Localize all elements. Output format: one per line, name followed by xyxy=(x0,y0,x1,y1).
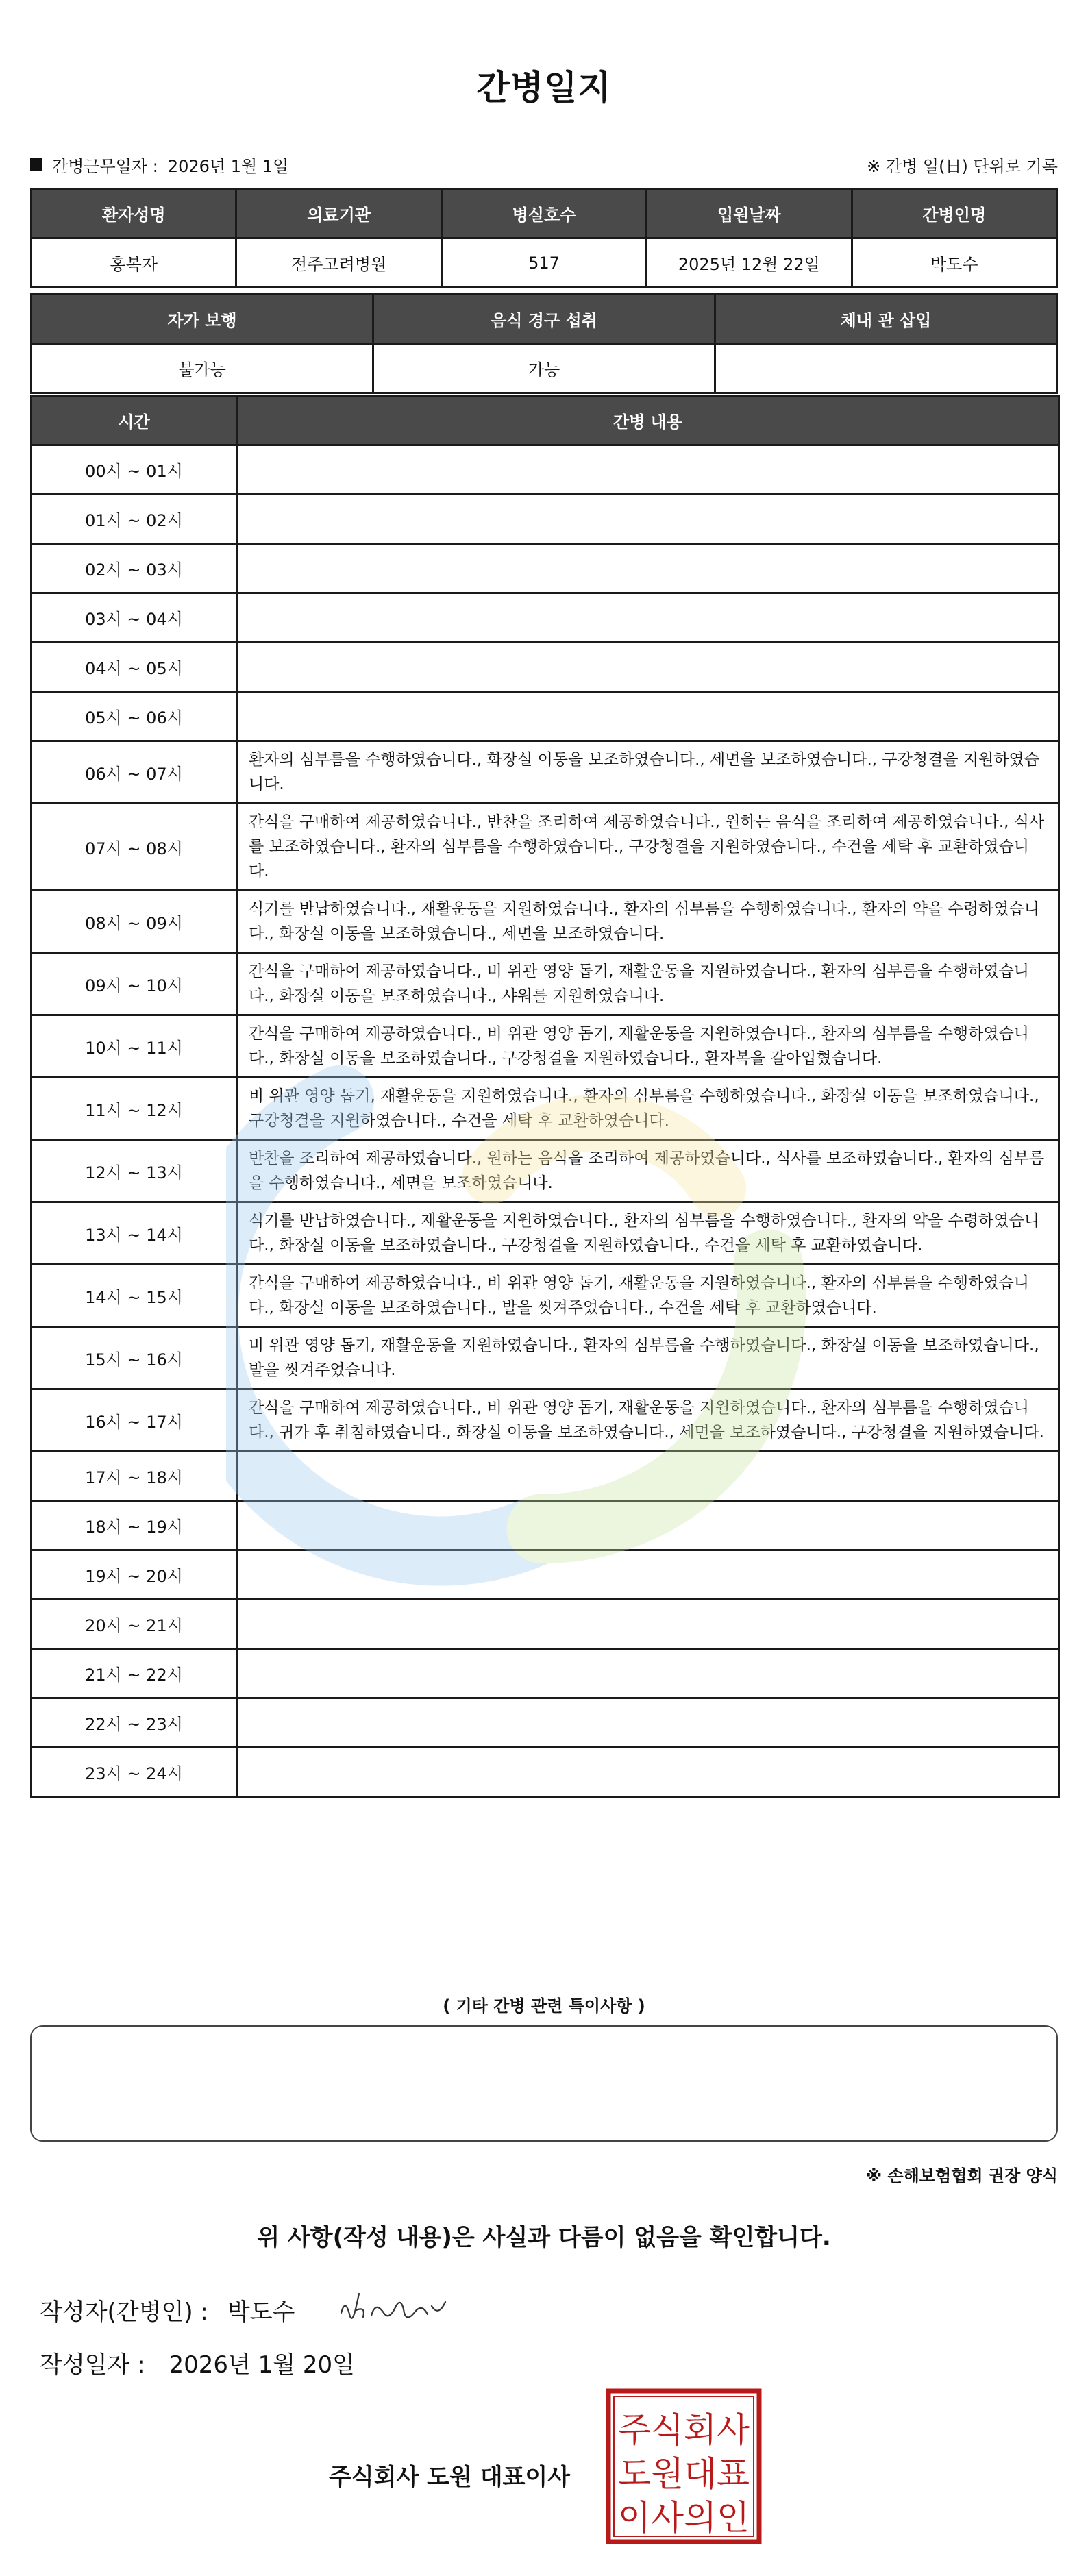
time-slot: 15시 ~ 16시 xyxy=(32,1327,237,1389)
svg-text:도원대표: 도원대표 xyxy=(618,2454,750,2494)
time-slot: 06시 ~ 07시 xyxy=(32,741,237,804)
care-log-body xyxy=(32,445,1059,1797)
care-content xyxy=(237,495,1059,544)
time-slot: 14시 ~ 15시 xyxy=(32,1265,237,1327)
table-row xyxy=(32,1600,1059,1649)
table-row xyxy=(32,1265,1059,1327)
header-caregiver: 간병인명 xyxy=(852,189,1056,238)
table-row xyxy=(32,1202,1059,1265)
unit-note: ※ 간병 일(日) 단위로 기록 xyxy=(867,156,1058,176)
care-content xyxy=(237,1501,1059,1550)
care-content: 식기를 반납하였습니다., 재활운동을 지원하였습니다., 환자의 심부름을 수행하였습니다., 환자의 약을 수령하였습니다., 화장실 이동을 보조하였습니다., 세면을 보조하였습니다. xyxy=(237,891,1059,953)
time-slot: 09시 ~ 10시 xyxy=(32,953,237,1015)
care-log-table xyxy=(30,395,1060,1798)
patient-status-table xyxy=(30,293,1058,394)
table-row xyxy=(32,1078,1059,1140)
header-care-content: 간병 내용 xyxy=(237,396,1059,445)
care-content xyxy=(237,544,1059,593)
time-slot: 11시 ~ 12시 xyxy=(32,1078,237,1140)
care-content: 비 위관 영양 돕기, 재활운동을 지원하였습니다., 환자의 심부름을 수행하였습니다., 화장실 이동을 보조하였습니다., 구강청결을 지원하였습니다., 수건을 세탁 후 교환하였습니다. xyxy=(237,1078,1059,1140)
time-slot: 13시 ~ 14시 xyxy=(32,1202,237,1265)
table-row xyxy=(32,1698,1059,1748)
special-notes-box xyxy=(30,2025,1058,2142)
time-slot: 07시 ~ 08시 xyxy=(32,804,237,891)
room-number: 517 xyxy=(441,238,646,288)
writer-label: 작성자(간병인) : xyxy=(40,2298,208,2326)
care-content: 간식을 구매하여 제공하였습니다., 비 위관 영양 돕기, 재활운동을 지원하였습니다., 환자의 심부름을 수행하였습니다., 화장실 이동을 보조하였습니다., 샤워를 지원하였습니다. xyxy=(237,953,1059,1015)
table-row xyxy=(32,1015,1059,1078)
table-row xyxy=(32,953,1059,1015)
time-slot: 04시 ~ 05시 xyxy=(32,643,237,692)
care-content: 간식을 구매하여 제공하였습니다., 비 위관 영양 돕기, 재활운동을 지원하였습니다., 환자의 심부름을 수행하였습니다., 귀가 후 취침하였습니다., 화장실 이동을 보조하였습니다., 세면을 보조하였습니다., 구강청결을 지원하였습니다. xyxy=(237,1389,1059,1452)
care-content: 간식을 구매하여 제공하였습니다., 비 위관 영양 돕기, 재활운동을 지원하였습니다., 환자의 심부름을 수행하였습니다., 화장실 이동을 보조하였습니다., 발을 씻겨주었습니다., 수건을 세탁 후 교환하였습니다. xyxy=(237,1265,1059,1327)
header-hospital: 의료기관 xyxy=(236,189,441,238)
work-date-label: 간병근무일자 : xyxy=(52,156,158,176)
walking-status: 불가능 xyxy=(32,344,373,393)
table-row xyxy=(32,1501,1059,1550)
care-content: 간식을 구매하여 제공하였습니다., 비 위관 영양 돕기, 재활운동을 지원하였습니다., 환자의 심부름을 수행하였습니다., 화장실 이동을 보조하였습니다., 구강청결을 지원하였습니다., 환자복을 갈아입혔습니다. xyxy=(237,1015,1059,1078)
table-row xyxy=(32,1327,1059,1389)
special-notes-title: ( 기타 간병 관련 특이사항 ) xyxy=(443,1996,645,2016)
care-content xyxy=(237,1698,1059,1748)
work-date-value: 2026년 1월 1일 xyxy=(167,156,289,176)
written-date-row xyxy=(40,2346,355,2379)
care-content: 간식을 구매하여 제공하였습니다., 반찬을 조리하여 제공하였습니다., 원하는 음식을 조리하여 제공하였습니다., 식사를 보조하였습니다., 환자의 심부름을 수행하였습니다., 구강청결을 지원하였습니다., 수건을 세탁 후 교환하였습니다. xyxy=(237,804,1059,891)
care-content xyxy=(237,643,1059,692)
page-title: 간병일지 xyxy=(476,68,612,108)
care-content xyxy=(237,692,1059,741)
time-slot: 02시 ~ 03시 xyxy=(32,544,237,593)
company-representative: 주식회사 도원 대표이사 xyxy=(329,2464,571,2491)
hospital-name: 전주고려병원 xyxy=(236,238,441,288)
table-row xyxy=(32,1649,1059,1698)
time-slot: 17시 ~ 18시 xyxy=(32,1452,237,1501)
header-patient-name: 환자성명 xyxy=(32,189,236,238)
care-content: 비 위관 영양 돕기, 재활운동을 지원하였습니다., 환자의 심부름을 수행하였습니다., 화장실 이동을 보조하였습니다., 발을 씻겨주었습니다. xyxy=(237,1327,1059,1389)
time-slot: 23시 ~ 24시 xyxy=(32,1748,237,1797)
table-row xyxy=(32,643,1059,692)
care-content: 식기를 반납하였습니다., 재활운동을 지원하였습니다., 환자의 심부름을 수행하였습니다., 환자의 약을 수령하였습니다., 화장실 이동을 보조하였습니다., 구강청결을 지원하였습니다., 수건을 세탁 후 교환하였습니다. xyxy=(237,1202,1059,1265)
tube-status xyxy=(715,344,1057,393)
header-walking: 자가 보행 xyxy=(32,295,373,344)
admission-date: 2025년 12월 22일 xyxy=(647,238,852,288)
table-row xyxy=(32,1389,1059,1452)
time-slot: 10시 ~ 11시 xyxy=(32,1015,237,1078)
time-slot: 05시 ~ 06시 xyxy=(32,692,237,741)
time-slot: 00시 ~ 01시 xyxy=(32,445,237,495)
care-content: 환자의 심부름을 수행하였습니다., 화장실 이동을 보조하였습니다., 세면을 보조하였습니다., 구강청결을 지원하였습니다. xyxy=(237,741,1059,804)
time-slot: 12시 ~ 13시 xyxy=(32,1140,237,1202)
writer-row xyxy=(40,2286,452,2333)
table-row xyxy=(32,495,1059,544)
header-admission-date: 입원날짜 xyxy=(647,189,852,238)
table-row xyxy=(32,741,1059,804)
table-row xyxy=(32,1452,1059,1501)
company-seal-stamp-icon xyxy=(606,2388,762,2544)
care-content xyxy=(237,593,1059,643)
written-date-label: 작성일자 : xyxy=(40,2351,145,2379)
time-slot: 08시 ~ 09시 xyxy=(32,891,237,953)
header-tube: 체내 관 삽입 xyxy=(715,295,1057,344)
table-row xyxy=(32,891,1059,953)
work-date xyxy=(30,153,288,177)
meta-row xyxy=(30,152,1058,177)
bullet-square-icon xyxy=(30,158,42,171)
header-room: 병실호수 xyxy=(441,189,646,238)
table-row xyxy=(32,593,1059,643)
table-row xyxy=(32,445,1059,495)
care-content xyxy=(237,1649,1059,1698)
time-slot: 22시 ~ 23시 xyxy=(32,1698,237,1748)
caregiver-name: 박도수 xyxy=(852,238,1056,288)
time-slot: 21시 ~ 22시 xyxy=(32,1649,237,1698)
svg-text:주식회사: 주식회사 xyxy=(618,2410,750,2450)
care-content xyxy=(237,1452,1059,1501)
table-row xyxy=(32,1748,1059,1797)
confirmation-text: 위 사항(작성 내용)은 사실과 다름이 없음을 확인합니다. xyxy=(257,2224,831,2251)
table-row xyxy=(32,1550,1059,1600)
time-slot: 01시 ~ 02시 xyxy=(32,495,237,544)
patient-info-table xyxy=(30,188,1058,288)
care-content: 반찬을 조리하여 제공하였습니다., 원하는 음식을 조리하여 제공하였습니다., 식사를 보조하였습니다., 환자의 심부름을 수행하였습니다., 세면을 보조하였습니다. xyxy=(237,1140,1059,1202)
oral-intake-status: 가능 xyxy=(373,344,715,393)
writer-name: 박도수 xyxy=(227,2298,295,2326)
header-oral-intake: 음식 경구 섭취 xyxy=(373,295,715,344)
patient-name: 홍복자 xyxy=(32,238,236,288)
table-row xyxy=(32,1140,1059,1202)
time-slot: 16시 ~ 17시 xyxy=(32,1389,237,1452)
care-content xyxy=(237,445,1059,495)
time-slot: 18시 ~ 19시 xyxy=(32,1501,237,1550)
care-content xyxy=(237,1550,1059,1600)
table-row xyxy=(32,544,1059,593)
signature-icon xyxy=(336,2286,452,2333)
table-row xyxy=(32,804,1059,891)
time-slot: 20시 ~ 21시 xyxy=(32,1600,237,1649)
svg-text:이사의인: 이사의인 xyxy=(618,2498,750,2538)
table-row xyxy=(32,692,1059,741)
care-content xyxy=(237,1600,1059,1649)
time-slot: 19시 ~ 20시 xyxy=(32,1550,237,1600)
form-footnote: ※ 손해보험협회 권장 양식 xyxy=(865,2166,1058,2185)
care-content xyxy=(237,1748,1059,1797)
header-time: 시간 xyxy=(32,396,237,445)
written-date-value: 2026년 1월 20일 xyxy=(169,2351,356,2379)
time-slot: 03시 ~ 04시 xyxy=(32,593,237,643)
